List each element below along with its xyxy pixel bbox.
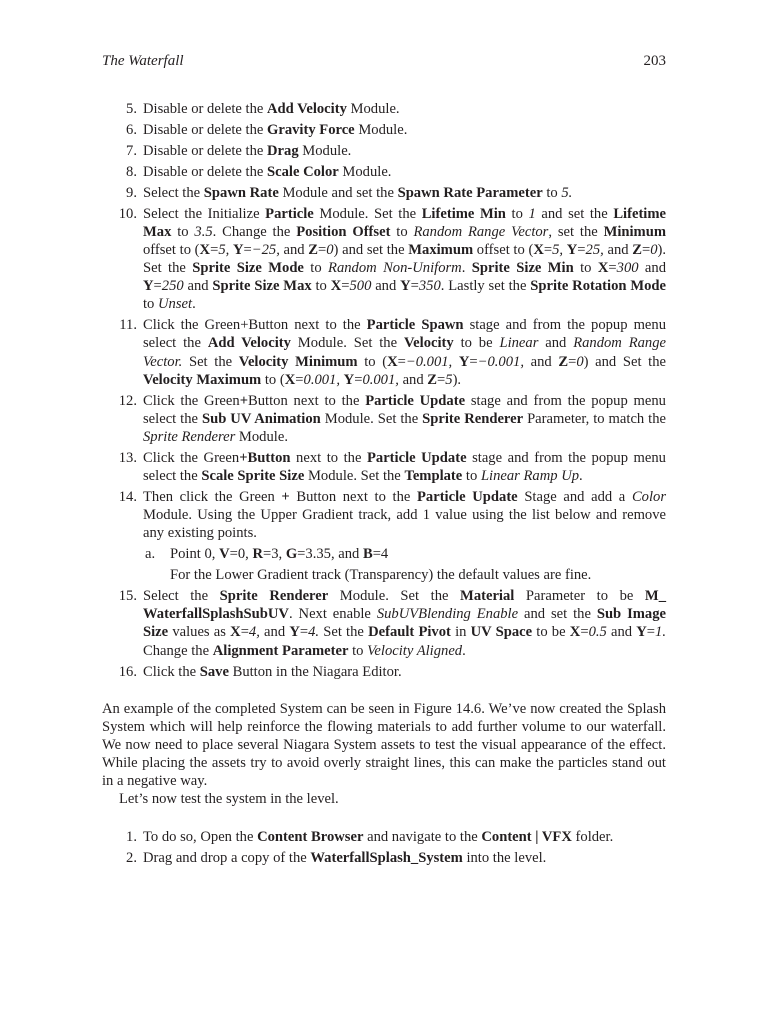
text-run: Click the: [143, 663, 200, 680]
text-run: and: [606, 624, 637, 641]
text-run: To do so, Open the: [143, 829, 258, 846]
italic-value: 5,: [552, 242, 564, 259]
italic-value: −0.001,: [477, 353, 524, 370]
text-run: Click the Green: [143, 449, 240, 466]
bold-term: X: [230, 624, 241, 641]
bold-term: Minimum: [603, 224, 666, 241]
bold-term: +: [239, 392, 249, 409]
text-run: and: [183, 278, 213, 295]
italic-value: 25,: [585, 242, 604, 259]
step-number: 14.: [118, 488, 137, 505]
step-number: 13.: [118, 449, 137, 466]
italic-value: 300: [616, 260, 639, 277]
text-run: and: [279, 242, 309, 259]
text-run: Module.: [298, 142, 352, 159]
italic-value: 350: [418, 278, 441, 295]
italic-value: Unset: [158, 296, 193, 313]
bold-term: Y: [566, 242, 578, 259]
bold-term: Z: [558, 353, 569, 370]
text-run: Module. Set the: [328, 588, 461, 605]
text-run: and: [398, 371, 428, 388]
text-run: =: [646, 624, 656, 641]
bold-term: Z: [632, 242, 642, 259]
bold-term: B: [362, 546, 373, 563]
text-run: =: [295, 371, 304, 388]
bold-term: Velocity Minimum: [238, 353, 358, 370]
page-body: [102, 100, 666, 867]
text-run: =0,: [229, 546, 253, 563]
text-run: =: [641, 242, 651, 259]
text-run: offset to (: [143, 242, 200, 259]
bold-term: X: [330, 278, 342, 295]
step-item: [102, 205, 666, 314]
text-run: and: [523, 353, 559, 370]
bold-term: Particle: [265, 205, 314, 222]
text-run: Module.: [338, 163, 392, 180]
step-item: [102, 663, 666, 681]
bold-term: Velocity: [403, 335, 454, 352]
text-run: , set the: [548, 224, 604, 241]
text-run: Parameter, to match the: [523, 410, 667, 427]
italic-value: 500: [349, 278, 372, 295]
bold-term: Spawn Rate Parameter: [397, 184, 543, 201]
text-run: to (: [261, 371, 285, 388]
step-item: [102, 163, 666, 181]
text-run: . Change the: [212, 224, 297, 241]
bold-term: Content | VFX: [481, 829, 572, 846]
text-run: =3.35, and: [297, 546, 363, 563]
sub-item-letter: a.: [145, 546, 156, 563]
text-run: to: [390, 224, 414, 241]
text-run: =: [568, 353, 577, 370]
text-run: =: [153, 278, 162, 295]
text-run: =: [437, 371, 446, 388]
italic-value: 3.5: [194, 224, 213, 241]
step-item: [102, 828, 666, 846]
body-paragraph: An example of the completed System can be seen in Figure 14.6. We’ve now created the Splash System which will help reinforce the flowing materials to add further volume to our waterfall. We now need to place several Niagara System assets to test the visual appearance of the effect. While placing the assets try to avoid overly straight lines, this can make the particles stand out in a negative way.: [102, 700, 666, 789]
bold-term: Maximum: [408, 242, 474, 259]
bold-term: Lifetime Max: [143, 205, 666, 241]
bold-term: Lifetime Min: [421, 205, 506, 222]
text-run: Then click the Green: [143, 488, 282, 505]
text-run: =: [580, 624, 589, 641]
text-run: =: [397, 353, 406, 370]
step-item: [102, 121, 666, 139]
text-run: to (: [357, 353, 388, 370]
text-run: Set the: [182, 353, 239, 370]
text-run: .: [461, 260, 472, 277]
text-run: Button in the Niagara Editor.: [228, 663, 402, 680]
step-text: [143, 122, 407, 138]
bold-term: Y: [343, 371, 355, 388]
italic-value: 4.: [308, 624, 320, 641]
bold-term: Y: [232, 242, 244, 259]
step-item: [102, 849, 666, 867]
text-run: Disable or delete the: [143, 142, 267, 159]
text-run: =: [299, 624, 309, 641]
bold-term: Y: [289, 624, 300, 641]
step-number: 7.: [126, 142, 137, 159]
bold-term: Sub UV Animation: [201, 410, 321, 427]
bold-term: Position Offset: [296, 224, 391, 241]
italic-value: 5: [445, 371, 453, 388]
italic-value: 0.5: [588, 624, 607, 641]
bold-term: Particle Update: [417, 488, 518, 505]
text-run: Module. Set the: [313, 205, 422, 222]
bold-term: Scale Color: [267, 163, 339, 180]
bold-term: V: [219, 546, 230, 563]
text-run: ) and set the: [333, 242, 409, 259]
sub-item: [143, 545, 666, 563]
text-run: offset to (: [473, 242, 534, 259]
text-run: Stage and add a: [517, 488, 632, 505]
text-run: to: [171, 224, 195, 241]
text-run: =3,: [262, 546, 286, 563]
instruction-list-2: [102, 828, 666, 867]
bold-term: Sprite Size Mode: [192, 260, 304, 277]
bold-term: Default Pivot: [368, 624, 451, 641]
text-run: Disable or delete the: [143, 121, 267, 138]
italic-value: Random Range Vector: [413, 224, 549, 241]
step-text: [143, 317, 666, 387]
text-run: Set the: [319, 624, 369, 641]
italic-value: 5,: [218, 242, 230, 259]
step-number: 1.: [126, 829, 137, 846]
bold-term: X: [199, 242, 211, 259]
step-item: [102, 100, 666, 118]
bold-term: Gravity Force: [267, 121, 355, 138]
bold-term: Sprite Size Max: [212, 278, 312, 295]
text-run: Button next to the: [248, 392, 366, 409]
text-run: and: [538, 335, 574, 352]
bold-term: Save: [199, 663, 229, 680]
italic-value: 0: [576, 353, 584, 370]
step-text: [143, 101, 400, 117]
bold-term: X: [387, 353, 398, 370]
bold-term: Add Velocity: [207, 335, 291, 352]
body-paragraph: Let’s now test the system in the level.: [119, 791, 339, 808]
bold-term: Y: [636, 624, 647, 641]
text-run: and: [638, 260, 666, 277]
text-run: =: [354, 371, 363, 388]
text-run: Module and set the: [278, 184, 398, 201]
step-item: [102, 587, 666, 659]
bold-term: Add Velocity: [267, 101, 347, 117]
text-run: Drag and drop a copy of the: [143, 850, 311, 867]
bold-term: X: [597, 260, 609, 277]
page-number: 203: [643, 53, 666, 69]
bold-term: X: [533, 242, 544, 259]
bold-term: Y: [400, 278, 411, 295]
text-run: values as: [168, 624, 231, 641]
text-run: to be: [453, 335, 500, 352]
text-run: to: [573, 260, 598, 277]
italic-value: −0.001,: [405, 353, 453, 370]
step-text: [143, 185, 572, 201]
text-run: .: [462, 642, 466, 659]
text-run: and set the: [518, 606, 597, 623]
bold-term: Velocity Maximum: [143, 371, 262, 388]
step-number: 15.: [118, 588, 137, 605]
step-text: [143, 850, 546, 866]
bold-term: +Button: [239, 449, 291, 466]
text-run: =: [577, 242, 586, 259]
italic-value: 0.001,: [362, 371, 399, 388]
bold-term: X: [569, 624, 581, 641]
bold-term: Sprite Renderer: [422, 410, 524, 427]
instruction-list: [102, 100, 666, 681]
bold-term: Scale Sprite Size: [201, 467, 305, 484]
sub-item-text: [170, 546, 388, 562]
bold-term: Sprite Rotation Mode: [530, 278, 666, 295]
italic-value: Linear Ramp Up: [480, 467, 580, 484]
step-number: 2.: [126, 850, 137, 867]
text-run: to: [143, 296, 158, 313]
text-run: ).: [452, 371, 462, 388]
text-run: to: [505, 205, 529, 222]
step-note: For the Lower Gradient track (Transparency) the default values are fine.: [170, 567, 592, 584]
text-run: Module. Set the: [304, 467, 405, 484]
bold-term: WaterfallSplash_System: [310, 850, 463, 867]
text-run: Module. Using the Upper Gradient track, add 1 value using the list below and remove any existing points.: [143, 506, 666, 542]
bold-term: Sprite Size Min: [471, 260, 574, 277]
text-run: =: [410, 278, 419, 295]
step-number: 8.: [126, 163, 137, 180]
text-run: and navigate to the: [363, 829, 482, 846]
italic-value: Linear: [499, 335, 539, 352]
text-run: and: [371, 278, 401, 295]
bold-term: R: [252, 546, 263, 563]
bold-term: Particle Update: [366, 449, 467, 466]
italic-value: 0: [650, 242, 658, 259]
bold-term: Particle Spawn: [366, 317, 464, 334]
step-item: [102, 184, 666, 202]
bold-term: UV Space: [470, 624, 533, 641]
step-number: 16.: [118, 663, 137, 680]
italic-value: Random Range Vector.: [143, 335, 667, 370]
text-run: .: [579, 467, 583, 484]
text-run: Module. Set the: [320, 410, 423, 427]
bold-term: Spawn Rate: [203, 184, 279, 201]
text-run: to: [311, 278, 331, 295]
text-run: =: [243, 242, 252, 259]
bold-term: Alignment Parameter: [212, 642, 349, 659]
bold-term: +: [281, 488, 290, 505]
text-run: to: [462, 467, 481, 484]
text-run: Button next to the: [289, 488, 417, 505]
text-run: Change the: [143, 642, 213, 659]
bold-term: Z: [427, 371, 438, 388]
sub-list: [143, 545, 666, 563]
bold-term: Sprite Renderer: [219, 588, 329, 605]
text-run: stage and from the popup menu select the: [143, 392, 666, 427]
step-text: [143, 164, 391, 180]
text-run: ) and Set the: [583, 353, 666, 370]
text-run: Click the Green: [143, 392, 240, 409]
text-run: Point 0,: [170, 546, 220, 563]
text-run: to be: [532, 624, 570, 641]
text-run: and: [603, 242, 633, 259]
step-text: [143, 206, 666, 312]
italic-value: Sprite Renderer: [143, 428, 236, 445]
chapter-title: The Waterfall: [102, 53, 184, 69]
italic-value: Color: [631, 488, 666, 505]
step-text: [143, 393, 666, 445]
step-number: 6.: [126, 121, 137, 138]
text-run: =: [608, 260, 617, 277]
text-run: =: [543, 242, 553, 259]
bold-term: Template: [404, 467, 463, 484]
bold-term: M_ WaterfallSplashSubUV: [143, 588, 666, 623]
bold-term: Material: [460, 588, 515, 605]
step-text: [143, 664, 402, 680]
italic-value: Velocity Aligned: [367, 642, 463, 659]
text-run: Click the Green+Button next to the: [143, 317, 367, 334]
text-run: Disable or delete the: [143, 163, 267, 180]
text-run: Module.: [346, 101, 400, 117]
text-run: =: [318, 242, 327, 259]
step-number: 9.: [126, 184, 137, 201]
italic-value: 1: [528, 205, 536, 222]
bold-term: Content Browser: [257, 829, 364, 846]
text-run: Parameter to be: [514, 588, 645, 605]
italic-value: 5.: [561, 184, 573, 201]
step-item: [102, 142, 666, 160]
italic-value: −25,: [251, 242, 280, 259]
text-run: Select the Initialize: [143, 205, 266, 222]
bold-term: X: [284, 371, 296, 388]
text-run: to: [542, 184, 562, 201]
text-run: [452, 354, 459, 370]
italic-value: 1.: [655, 624, 666, 641]
text-run: to: [348, 642, 368, 659]
text-run: Select the: [143, 588, 220, 605]
step-text: [143, 588, 666, 658]
bold-term: Drag: [267, 142, 299, 159]
bold-term: G: [285, 546, 298, 563]
text-run: folder.: [571, 829, 614, 846]
italic-value: Random Non-Uniform: [328, 260, 462, 277]
step-text: [143, 829, 613, 845]
bold-term: Particle Update: [365, 392, 466, 409]
text-run: in: [450, 624, 471, 641]
text-run: stage and from the popup menu select the: [143, 449, 666, 484]
text-run: Module.: [235, 428, 288, 445]
text-run: Module.: [354, 121, 408, 138]
text-run: next to the: [290, 449, 367, 466]
text-run: and set the: [535, 205, 614, 222]
text-run: =: [240, 624, 249, 641]
text-run: into the level.: [462, 850, 547, 867]
step-number: 5.: [126, 101, 137, 117]
text-run: . Next enable: [288, 606, 377, 623]
running-header: [102, 53, 666, 73]
italic-value: 0: [326, 242, 334, 259]
text-run: Select the: [143, 184, 204, 201]
text-run: =: [210, 242, 219, 259]
text-run: =: [469, 353, 478, 370]
text-run: ). Set the: [143, 242, 666, 277]
text-run: =: [341, 278, 350, 295]
text-run: . Lastly set the: [440, 278, 531, 295]
step-text: [143, 450, 666, 484]
bold-term: Y: [143, 278, 154, 295]
text-run: and: [259, 624, 290, 641]
text-run: Module. Set the: [290, 335, 404, 352]
italic-value: SubUVBlending Enable: [376, 606, 519, 623]
text-run: =4: [372, 546, 389, 563]
bold-term: Sub Image Size: [143, 606, 666, 641]
step-item: [102, 449, 666, 485]
step-item: [102, 316, 666, 388]
step-item: [102, 392, 666, 446]
italic-value: 0.001,: [303, 371, 340, 388]
italic-value: 4,: [248, 624, 260, 641]
text-run: stage and from the popup menu select the: [143, 317, 666, 352]
step-text: [143, 143, 351, 159]
step-item: [102, 488, 666, 584]
text-run: .: [192, 296, 196, 313]
step-number: 12.: [118, 392, 137, 409]
step-number: 10.: [118, 205, 137, 222]
text-run: Disable or delete the: [143, 101, 267, 117]
text-run: to: [303, 260, 329, 277]
italic-value: 250: [161, 278, 184, 295]
step-text: [143, 489, 666, 541]
step-number: 11.: [119, 317, 137, 334]
bold-term: Z: [308, 242, 319, 259]
bold-term: Y: [458, 353, 470, 370]
